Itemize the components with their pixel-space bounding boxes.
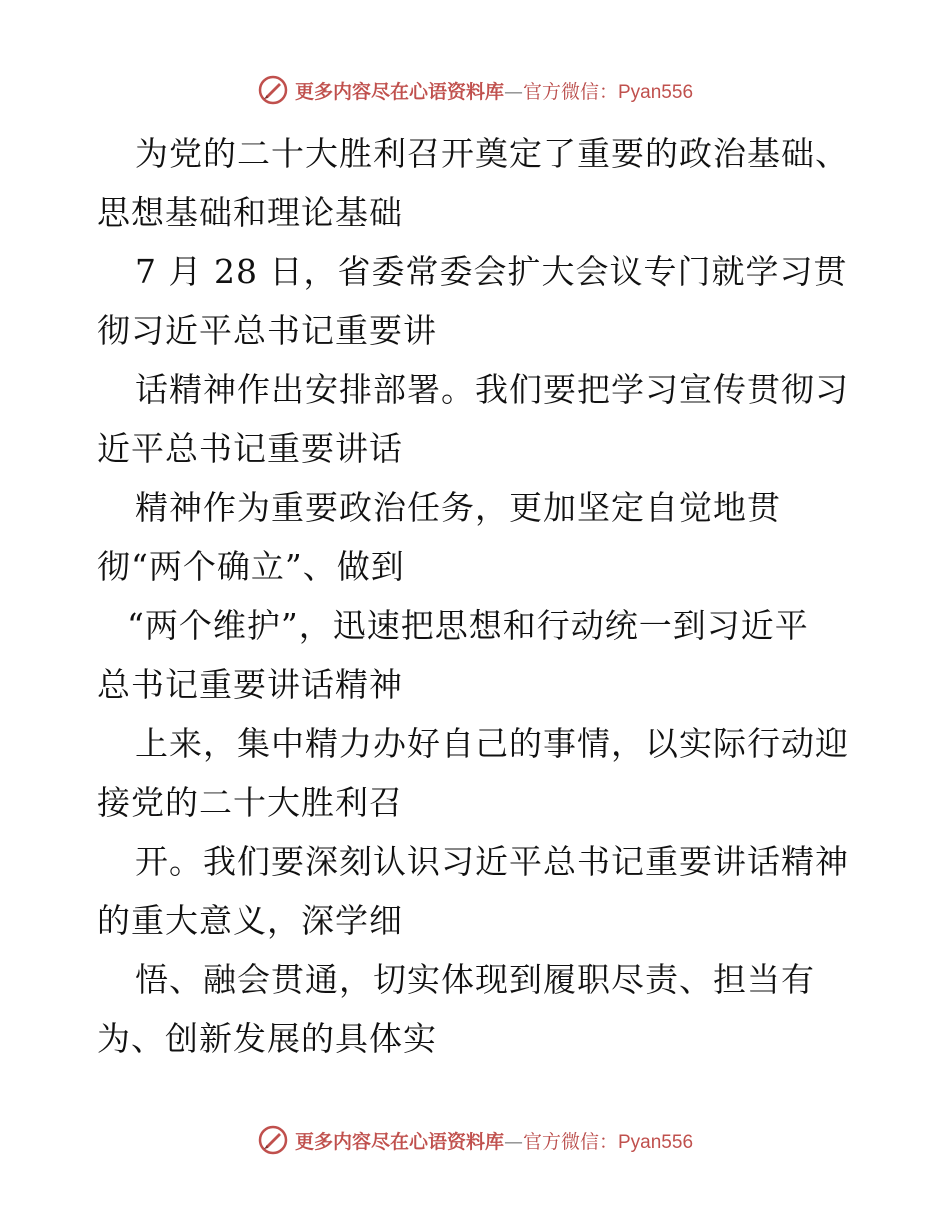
watermark-dash: — [503, 80, 523, 103]
watermark-text [295, 77, 693, 104]
watermark-wechat-label: 官方微信： [522, 80, 618, 103]
text-line: 的重大意义，深学细 [97, 901, 403, 940]
text-line: 开。我们要深刻认识习近平总书记重要讲话精神 [135, 842, 849, 881]
watermark-wechat-id: Pyan556 [618, 81, 694, 103]
text-line: 话精神作出安排部署。我们要把学习宣传贯彻习 [135, 370, 849, 409]
watermark-main: 更多内容尽在心语资料库 [294, 1130, 504, 1153]
text-line: 7 月 28 日，省委常委会扩大会议专门就学习贯 [135, 252, 848, 291]
text-line: 为、创新发展的具体实 [97, 1019, 437, 1058]
text-line: 悟、融会贯通，切实体现到履职尽责、担当有 [135, 960, 815, 999]
document-body [97, 124, 857, 1068]
quill-logo-icon [257, 1124, 289, 1156]
quill-logo-icon [257, 74, 289, 106]
text-line: 总书记重要讲话精神 [97, 665, 403, 704]
text-line: 为党的二十大胜利召开奠定了重要的政治基础、 [135, 134, 849, 173]
watermark-wechat-id: Pyan556 [618, 1131, 694, 1153]
text-line: 彻习近平总书记重要讲 [97, 311, 437, 350]
text-line: 精神作为重要政治任务，更加坚定自觉地贯 [135, 488, 781, 527]
watermark-wechat-label: 官方微信： [522, 1130, 618, 1153]
watermark-text [295, 1127, 693, 1154]
footer-watermark [0, 1120, 950, 1160]
header-watermark [0, 70, 950, 110]
watermark-main: 更多内容尽在心语资料库 [294, 80, 504, 103]
text-line: 接党的二十大胜利召 [97, 783, 403, 822]
text-line: “两个维护”，迅速把思想和行动统一到习近平 [127, 606, 809, 645]
text-line: 上来，集中精力办好自己的事情，以实际行动迎 [135, 724, 849, 763]
text-line: 彻“两个确立”、做到 [97, 547, 405, 586]
watermark-dash: — [503, 1130, 523, 1153]
text-line: 思想基础和理论基础 [97, 193, 403, 232]
text-line: 近平总书记重要讲话 [97, 429, 403, 468]
